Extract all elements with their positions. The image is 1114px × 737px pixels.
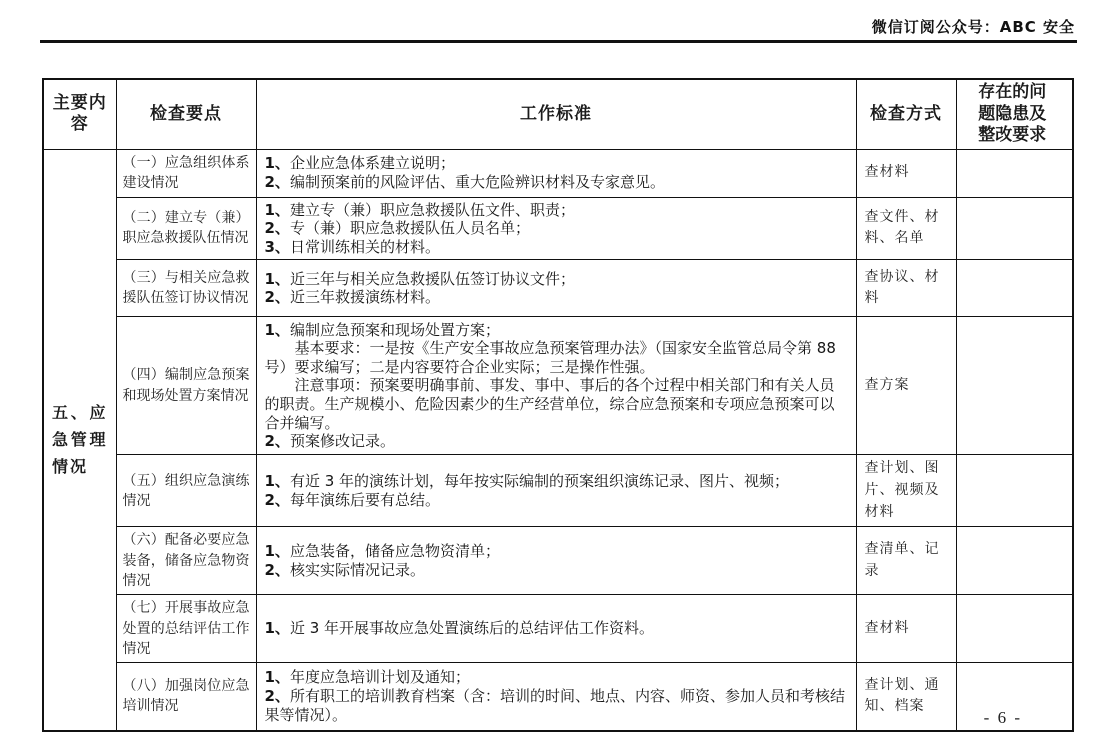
header-divider-line <box>40 40 1077 43</box>
cell-check-point: （八）加强岗位应急培训情况 <box>116 663 256 731</box>
table-row <box>43 149 1073 197</box>
cell-work-standard: 1、应急装备，储备应急物资清单； 2、核实实际情况记录。 <box>256 527 856 595</box>
col-header-check-method: 检查方式 <box>856 79 956 149</box>
cell-check-method: 查清单、记录 <box>856 527 956 595</box>
cell-work-standard: 1、有近 3 年的演练计划，每年按实际编制的预案组织演练记录、图片、视频； 2、每年演练后要有总结。 <box>256 455 856 527</box>
table-row <box>43 455 1073 527</box>
wechat-account-note: 微信订阅公众号：ABC 安全 <box>871 18 1075 36</box>
cell-check-point: （七）开展事故应急处置的总结评估工作情况 <box>116 595 256 663</box>
col-header-main-content: 主要内容 <box>43 79 116 149</box>
cell-check-point: （一）应急组织体系建设情况 <box>116 149 256 197</box>
col-header-issues: 存在的问题隐患及整改要求 <box>956 79 1073 149</box>
cell-work-standard: 1、企业应急体系建立说明； 2、编制预案前的风险评估、重大危险辨识材料及专家意见。 <box>256 149 856 197</box>
cell-check-method: 查方案 <box>856 317 956 455</box>
cell-work-standard: 1、近三年与相关应急救援队伍签订协议文件； 2、近三年救援演练材料。 <box>256 260 856 317</box>
cell-check-point: （六）配备必要应急装备，储备应急物资情况 <box>116 527 256 595</box>
cell-check-method: 查文件、材料、名单 <box>856 197 956 260</box>
section-label-cell: 五、应急管理情况 <box>43 149 116 731</box>
cell-check-method: 查计划、通知、档案 <box>856 663 956 731</box>
cell-check-point: （四）编制应急预案和现场处置方案情况 <box>116 317 256 455</box>
table-row <box>43 197 1073 260</box>
cell-check-point: （三）与相关应急救援队伍签订协议情况 <box>116 260 256 317</box>
table-row <box>43 595 1073 663</box>
table-row <box>43 527 1073 595</box>
cell-work-standard: 1、编制应急预案和现场处置方案； 基本要求：一是按《生产安全事故应急预案管理办法》（国家安全监管总局令第 88 号）要求编写；二是内容要符合企业实际；三是操作性强。 注意事项：预案要明确事前、事发、事中、事后的各个过程中相关部门和有关人员的职责。生产规模小、危险因素少的生产经营单位，综合应急预案和专项应急预案可以合并编写。 2、预案修改记录。 <box>256 317 856 455</box>
cell-issues <box>956 455 1073 527</box>
page-number: - 6 - <box>983 708 1022 727</box>
cell-issues <box>956 197 1073 260</box>
cell-issues <box>956 527 1073 595</box>
cell-check-method: 查计划、图片、视频及材料 <box>856 455 956 527</box>
cell-issues <box>956 595 1073 663</box>
cell-check-point: （二）建立专（兼）职应急救援队伍情况 <box>116 197 256 260</box>
cell-issues <box>956 317 1073 455</box>
table-row <box>43 317 1073 455</box>
col-header-check-points: 检查要点 <box>116 79 256 149</box>
cell-check-method: 查协议、材料 <box>856 260 956 317</box>
cell-check-method: 查材料 <box>856 595 956 663</box>
cell-work-standard: 1、建立专（兼）职应急救援队伍文件、职责； 2、专（兼）职应急救援队伍人员名单； 3、日常训练相关的材料。 <box>256 197 856 260</box>
table-header-row <box>43 79 1073 149</box>
table-row <box>43 260 1073 317</box>
cell-work-standard: 1、近 3 年开展事故应急处置演练后的总结评估工作资料。 <box>256 595 856 663</box>
table-row <box>43 663 1073 731</box>
cell-issues <box>956 149 1073 197</box>
col-header-work-standard: 工作标准 <box>256 79 856 149</box>
cell-check-point: （五）组织应急演练情况 <box>116 455 256 527</box>
cell-issues <box>956 260 1073 317</box>
inspection-table <box>42 78 1074 732</box>
cell-check-method: 查材料 <box>856 149 956 197</box>
cell-work-standard: 1、年度应急培训计划及通知； 2、所有职工的培训教育档案（含：培训的时间、地点、内容、师资、参加人员和考核结果等情况）。 <box>256 663 856 731</box>
